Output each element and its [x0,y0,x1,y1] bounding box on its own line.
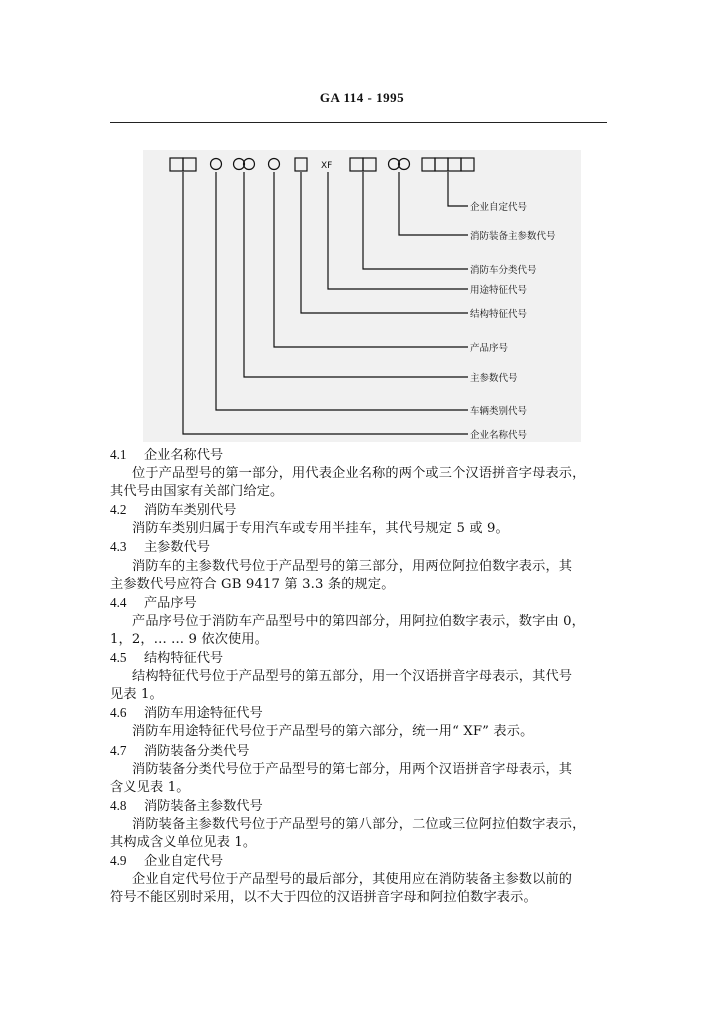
leader-line [183,172,468,434]
xf-mark: XF [321,161,333,171]
leader-line [448,172,468,206]
label-enterprise-custom-code: 企业自定代号 [470,202,528,213]
clause-4-1 [110,446,625,501]
label-main-parameter: 主参数代号 [470,373,518,384]
clause-body [110,446,625,907]
clause-heading: 4.6 消防车用途特征代号 [110,705,263,722]
code-circle [399,159,410,170]
clause-heading: 4.9 企业自定代号 [110,853,224,870]
page-header: GA 114 - 1995 [319,90,405,105]
clause-text: 位于产品型号的第一部分，用代表企业名称的两个或三个汉语拼音字母表示， 其代号由国家有关部门给定。 [110,466,586,500]
code-box [170,158,183,171]
clause-heading: 4.8 消防装备主参数代号 [110,797,263,814]
clause-4-5 [110,649,625,704]
clause-heading: 4.5 结构特征代号 [110,650,224,667]
code-box [183,158,196,171]
header-divider [110,122,607,123]
clause-text: 结构特征代号位于产品型号的第五部分，用一个汉语拼音字母表示，其代号 见表 1。 [110,669,573,703]
clause-4-8 [110,797,625,852]
label-enterprise-name: 企业名称代号 [470,430,528,441]
code-circle [211,159,222,170]
code-box [461,158,474,171]
clause-text: 产品序号位于消防车产品型号中的第四部分，用阿拉伯数字表示，数字由 0， 1，2，... ... 9 依次使用。 [110,613,586,647]
clause-4-6 [110,704,625,741]
code-circle [269,159,280,170]
code-circle [234,159,245,170]
leader-line [301,172,468,313]
leader-line [244,172,468,377]
model-code-diagram [143,150,581,442]
code-box [363,158,376,171]
code-box [435,158,448,171]
label-equipment-main-parameter: 消防装备主参数代号 [470,231,556,242]
leader-line [274,172,468,347]
clause-text: 消防装备主参数代号位于产品型号的第八部分，二位或三位阿拉伯数字表示， 其构成含义单位见表 1。 [110,816,586,850]
clause-heading: 4.3 主参数代号 [110,539,210,556]
code-box [448,158,461,171]
clause-heading: 4.2 消防车类别代号 [110,502,237,519]
label-usage-feature: 用途特征代号 [470,285,528,296]
code-circle [389,159,400,170]
label-vehicle-classification: 消防车分类代号 [470,265,537,276]
clause-text: 消防车类别归属于专用汽车或专用半挂车，其代号规定 5 或 9。 [132,521,509,537]
clause-4-7 [110,742,625,797]
leader-line [363,172,468,269]
leader-line [216,172,468,410]
leader-line [328,172,468,289]
clause-text: 消防车的主参数代号位于产品型号的第三部分，用两位阿拉伯数字表示，其 主参数代号应符合 GB 9417 第 3.3 条的规定。 [110,558,573,592]
code-circle [244,159,255,170]
code-box [422,158,435,171]
label-structure-feature: 结构特征代号 [470,309,528,320]
clause-4-9 [110,852,625,907]
clause-text: 企业自定代号位于产品型号的最后部分，其使用应在消防装备主参数以前的 符号不能区别时采用，以不大于四位的汉语拼音字母和阿拉伯数字表示。 [110,872,573,906]
code-box [350,158,363,171]
label-vehicle-category: 车辆类别代号 [470,406,528,417]
clause-heading: 4.1 企业名称代号 [110,447,224,463]
clause-4-4 [110,594,625,649]
code-box [295,158,307,171]
clause-text: 消防装备分类代号位于产品型号的第七部分，用两个汉语拼音字母表示，其 含义见表 1。 [110,761,573,795]
clause-4-2 [110,501,625,538]
clause-heading: 4.7 消防装备分类代号 [110,742,250,759]
clause-4-3 [110,538,625,593]
clause-text: 消防车用途特征代号位于产品型号的第六部分，统一用“ XF” 表示。 [132,724,534,740]
leader-line [399,172,468,235]
clause-heading: 4.4 产品序号 [110,594,197,611]
label-product-serial: 产品序号 [470,343,509,354]
